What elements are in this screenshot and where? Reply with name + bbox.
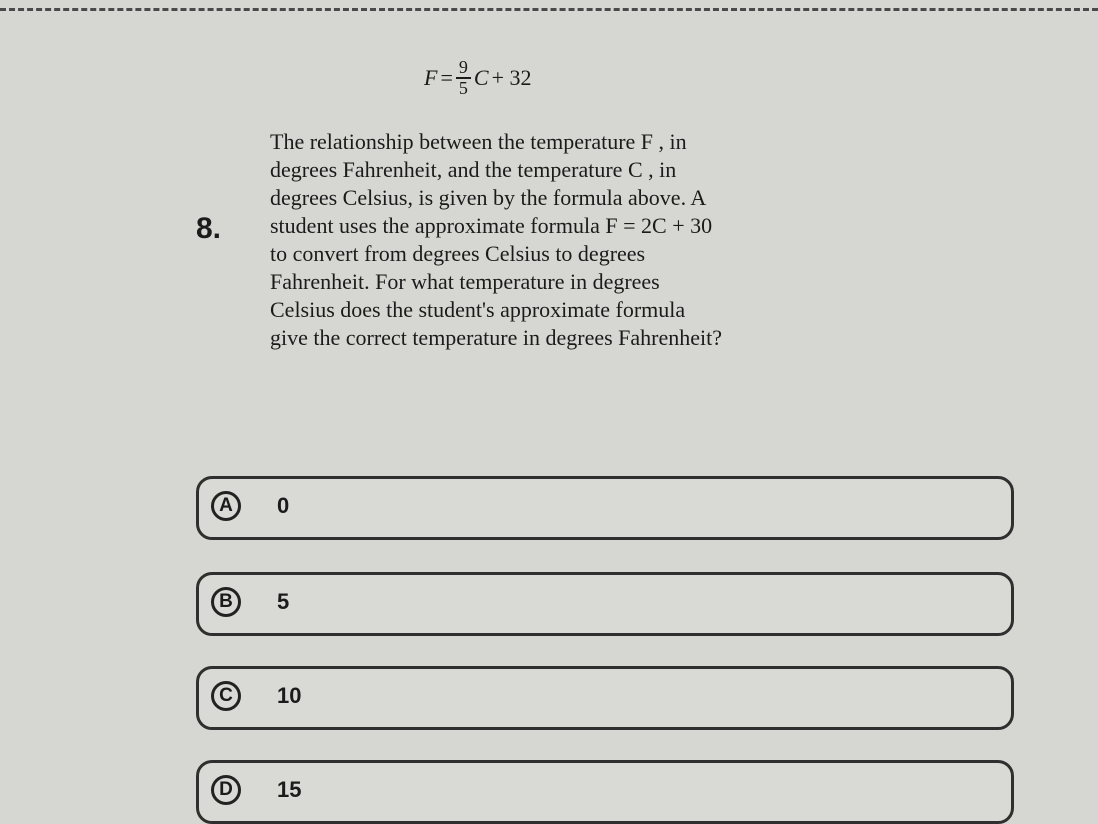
choice-letter-c: C	[211, 681, 241, 711]
question-number: 8.	[196, 212, 222, 245]
question-line: degrees Celsius, is given by the formula above. A	[270, 185, 707, 210]
choice-b[interactable]	[196, 572, 1014, 636]
question-line: degrees Fahrenheit, and the temperature C , in	[270, 157, 677, 182]
formula-equals: =	[440, 64, 453, 90]
choice-value-c: 10	[277, 683, 302, 708]
choice-letter-b: B	[211, 587, 241, 617]
choice-value-d: 15	[277, 777, 302, 802]
formula-rest: + 32	[491, 64, 532, 90]
formula-variable: C	[473, 64, 489, 90]
formula-numerator: 9	[456, 58, 471, 79]
formula-lhs: F	[424, 64, 438, 90]
choice-d[interactable]	[196, 760, 1014, 824]
choice-a[interactable]	[196, 476, 1014, 540]
dashed-divider	[0, 8, 1098, 11]
question-text	[270, 128, 740, 352]
choice-value-b: 5	[277, 589, 290, 614]
choice-letter-a: A	[211, 491, 241, 521]
choice-value-a: 0	[277, 493, 290, 518]
question-line: student uses the approximate formula F = 2C + 30	[270, 213, 713, 238]
question-line: The relationship between the temperature F , in	[270, 129, 687, 154]
top-formula	[424, 58, 531, 98]
choice-c[interactable]	[196, 666, 1014, 730]
choice-letter-d: D	[211, 775, 241, 805]
question-line: Celsius does the student's approximate formula	[270, 297, 686, 322]
formula-fraction	[456, 58, 471, 98]
question-line: Fahrenheit. For what temperature in degrees	[270, 269, 660, 294]
formula-denominator: 5	[458, 77, 468, 98]
question-line: to convert from degrees Celsius to degrees	[270, 241, 646, 266]
question-line: give the correct temperature in degrees Fahrenheit?	[270, 325, 722, 350]
